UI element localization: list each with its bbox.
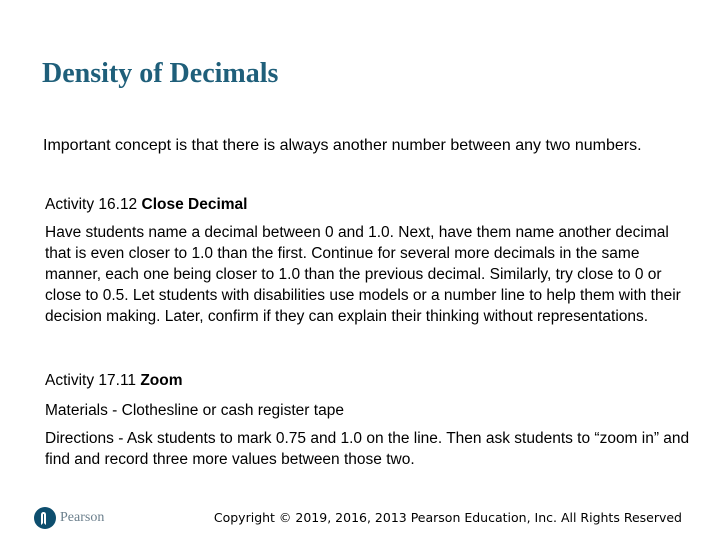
pearson-logo-icon — [34, 507, 56, 529]
intro-text: Important concept is that there is always another number between any two numbers. — [43, 137, 642, 154]
activity-2-number: Activity 17.11 — [45, 372, 141, 389]
activity-2-directions: Directions - Ask students to mark 0.75 and 1.0 on the line. Then ask students to “zoom in” and find and record three more values between those two. — [45, 430, 690, 468]
activity-1-number: Activity 16.12 — [45, 196, 142, 213]
copyright-notice: Copyright © 2019, 2016, 2013 Pearson Education, Inc. All Rights Reserved — [213, 510, 682, 525]
activity-2-heading — [45, 370, 695, 391]
activity-2-name: Zoom — [140, 372, 183, 389]
activity-2-materials: Materials - Clothesline or cash register tape — [45, 402, 344, 419]
activity-1-body: Have students name a decimal between 0 and 1.0. Next, have them name another decimal that is even closer to 1.0 than the first. Continue for several more decimals in the same manner, each one being closer to 1.0 than the previous decimal. Similarly, try close to 0 or close to 0.5. Let students with disabilities use models or a number line to help them with their decision making. Later, confirm if they can explain their thinking without representations. — [45, 224, 681, 325]
pearson-logo-text: Pearson — [60, 510, 105, 525]
slide-title: Density of Decimals — [42, 58, 279, 89]
activity-1-name: Close Decimal — [141, 196, 248, 213]
pearson-logo — [34, 506, 104, 530]
activity-1-heading — [45, 194, 695, 215]
